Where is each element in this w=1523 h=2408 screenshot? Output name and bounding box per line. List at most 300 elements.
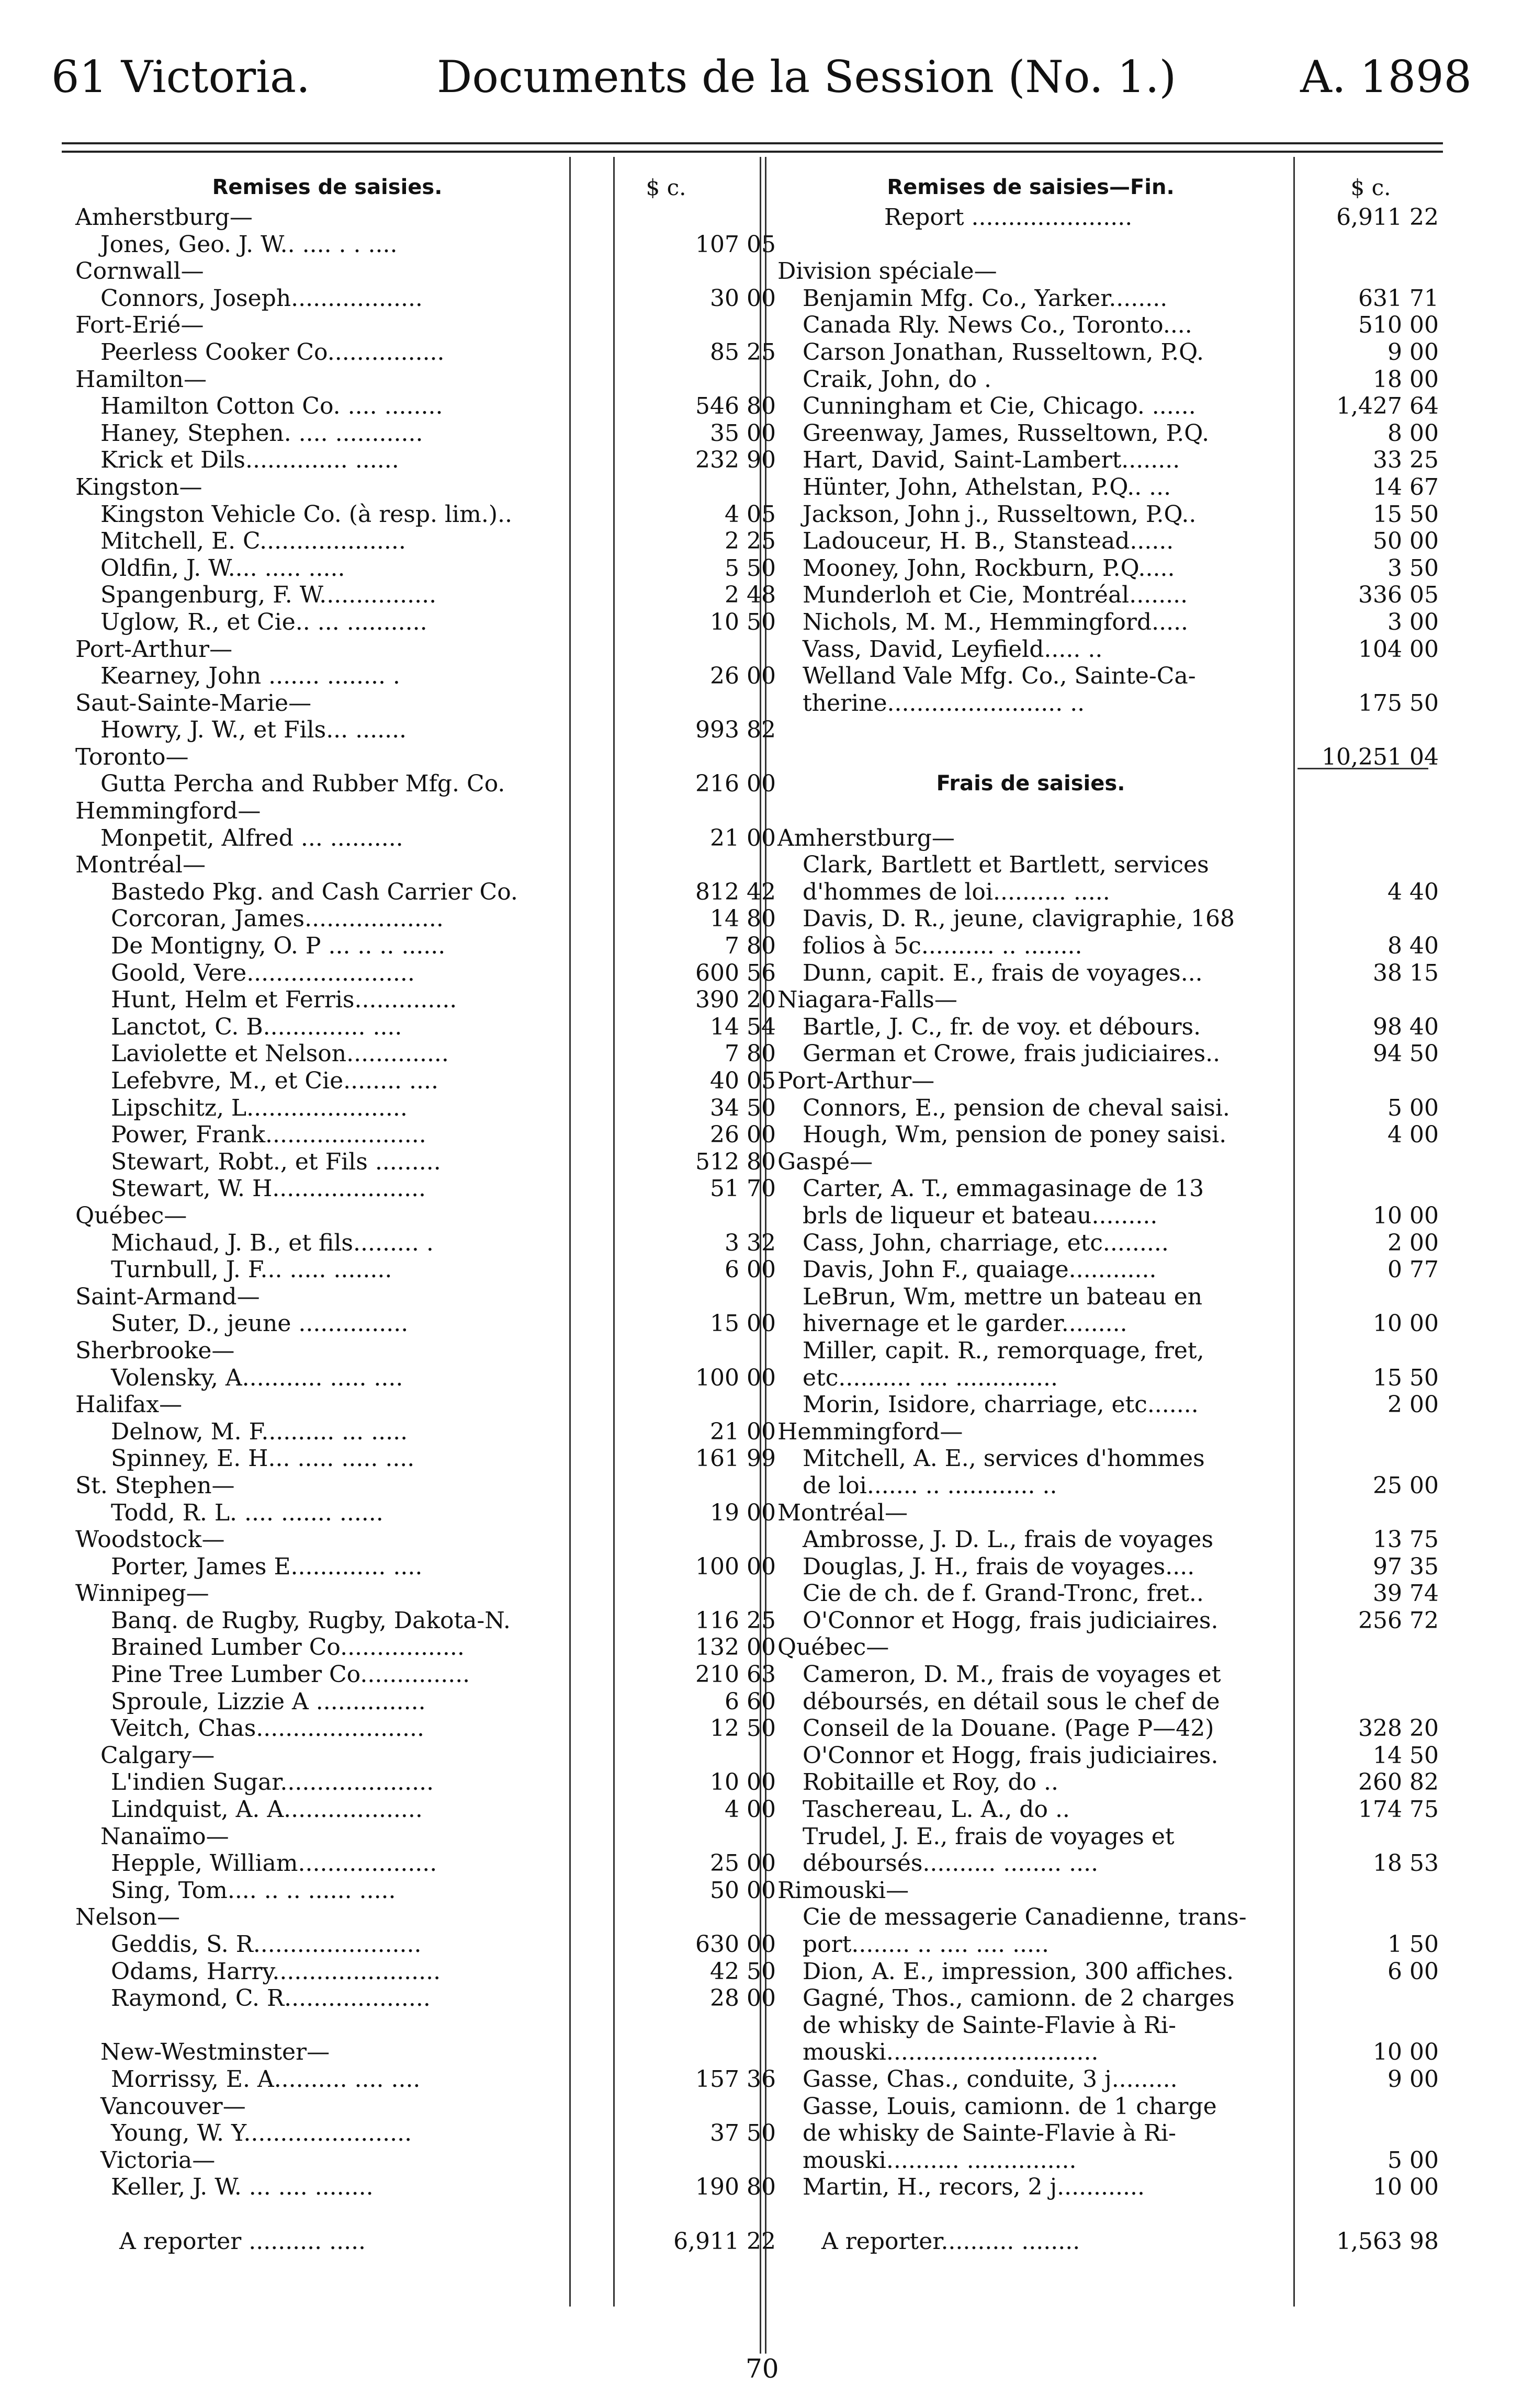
entry-name [769,744,1301,771]
entry-amount [596,366,786,393]
entry-name: Young, W. Y....................... [111,2120,412,2147]
entry-name: Port-Arthur— [75,635,233,663]
entry-name: O'Connor et Hogg, frais judiciaires. [803,1742,1219,1769]
entry-name [769,231,1301,258]
entry-amount: 8 40 [1387,933,1439,960]
entry-name: Niagara-Falls— [777,986,957,1014]
entry-amount: 2 00 [1387,1391,1439,1418]
entry-amount: 14 80 [710,905,776,933]
table-row [67,2228,786,2255]
table-row [769,2012,1449,2039]
entry-name: Spinney, E. H... ..... ..... .... [111,1445,415,1472]
table-row [67,2012,786,2039]
entry-amount: 600 56 [695,959,776,986]
table-row [67,1418,786,1446]
entry-amount: 25 00 [710,1850,776,1877]
entry-amount: 7 80 [725,1040,776,1067]
entry-amount [1326,1661,1449,1688]
entry-amount [1301,1500,1449,1527]
table-row [67,1337,786,1365]
entry-name: Victoria— [100,2146,216,2174]
table-row [769,1391,1449,1418]
entry-amount: 14 54 [710,1013,776,1040]
entry-amount: 8 00 [1387,419,1439,447]
table-row [769,1904,1449,1931]
entry-amount [596,1472,786,1500]
entry-amount [596,1391,786,1418]
table-row [769,2120,1449,2147]
table-row [67,1661,786,1688]
table-row [67,1500,786,1527]
entry-amount [596,798,786,825]
table-row [769,1553,1449,1581]
entry-name: Miller, capit. R., remorquage, fret, [803,1337,1204,1364]
table-row [67,960,786,987]
entry-amount: 40 05 [710,1067,776,1094]
table-row [769,339,1449,366]
entry-amount [1301,2201,1449,2228]
entry-amount: 25 00 [1373,1472,1439,1499]
entry-amount: 6 00 [1387,1958,1439,1985]
entry-name: Davis, D. R., jeune, clavigraphie, 168 [803,905,1235,933]
entry-amount: 26 00 [710,1121,776,1149]
table-row [67,798,786,825]
table-row [67,1256,786,1283]
table-row [67,1607,786,1634]
entry-amount [596,690,786,717]
entry-name: Sherbrooke— [75,1337,235,1364]
entry-name: Volensky, A........... ..... .... [111,1364,403,1391]
entry-amount [1326,1823,1449,1850]
entry-amount [1326,1445,1449,1472]
table-row [769,1337,1449,1365]
entry-amount: 4 00 [725,1796,776,1823]
entry-name: Howry, J. W., et Fils... ....... [100,717,407,744]
header-title: Documents de la Session (No. 1.) [437,51,1177,103]
entry-amount: 94 50 [1373,1040,1439,1067]
entry-amount: 132 00 [695,1634,776,1661]
table-row [769,2066,1449,2093]
entry-name: Bastedo Pkg. and Cash Carrier Co. [111,878,518,905]
table-row [67,2066,786,2093]
entry-name: Goold, Vere....................... [111,959,415,986]
table-row [769,2174,1449,2201]
table-row [769,1256,1449,1283]
left-column-rows [67,204,786,2255]
page-number: 70 [746,2354,779,2384]
table-row [67,609,786,636]
table-row [769,1769,1449,1796]
entry-amount: 546 80 [695,393,776,420]
entry-name: Rimouski— [777,1877,909,1904]
entry-name: Cornwall— [75,258,204,285]
table-row [769,1418,1449,1446]
table-row [67,717,786,744]
entry-amount: 157 36 [695,2065,776,2093]
entry-name: mouski.......... ............... [803,2146,1077,2174]
entry-amount: 10 00 [710,1769,776,1796]
table-row [67,582,786,609]
entry-name: Munderloh et Cie, Montréal........ [803,582,1188,609]
table-row [769,2147,1449,2174]
entry-name: Nelson— [75,1904,180,1931]
table-row [67,1230,786,1257]
entry-amount: 18 00 [1373,366,1439,393]
entry-name: Hemmingford— [75,798,261,825]
table-row [769,1607,1449,1634]
entry-amount: 260 82 [1358,1769,1439,1796]
entry-amount: 9 00 [1387,2065,1439,2093]
entry-name: Mooney, John, Rockburn, P.Q..... [803,554,1175,582]
table-row [769,420,1449,447]
table-row [67,1958,786,1985]
entry-amount: 2 25 [725,528,776,555]
table-row [67,879,786,906]
table-row [769,1365,1449,1392]
entry-amount [1326,1688,1449,1716]
table-row [769,1742,1449,1769]
entry-name [67,2012,596,2039]
entry-amount: 100 00 [695,1364,776,1391]
entry-name: Jones, Geo. J. W.. .... . . .... [100,231,398,258]
table-row [67,1067,786,1095]
entry-name: O'Connor et Hogg, frais judiciaires. [803,1607,1219,1634]
entry-amount: 15 50 [1373,501,1439,528]
entry-name: Hemmingford— [777,1418,963,1445]
entry-amount [1326,1985,1449,2012]
table-row [67,1149,786,1176]
entry-name: Cie de ch. de f. Grand-Tronc, fret.. [803,1580,1204,1607]
table-row [769,1850,1449,1877]
entry-name: Hepple, William................... [111,1850,437,1877]
table-row [769,1580,1449,1607]
entry-amount: 10 50 [710,608,776,635]
entry-name: Geddis, S. R....................... [111,1931,422,1958]
entry-amount: 0 77 [1387,1256,1439,1283]
table-row [769,1877,1449,1904]
table-row [67,474,786,501]
entry-amount: 256 72 [1358,1607,1439,1634]
entry-name: Dion, A. E., impression, 300 affiches. [803,1958,1234,1985]
entry-name: Trudel, J. E., frais de voyages et [803,1823,1175,1850]
entry-name: Martin, H., recors, 2 j............ [803,2174,1145,2201]
table-row [67,825,786,852]
table-row [769,582,1449,609]
table-row [769,528,1449,555]
entry-name: Winnipeg— [75,1580,209,1607]
entry-name: L'indien Sugar..................... [111,1769,434,1796]
entry-amount [596,1202,786,1230]
entry-name: Taschereau, L. A., do .. [803,1796,1070,1823]
entry-name: Cass, John, charriage, etc......... [803,1229,1169,1256]
table-row [67,744,786,771]
entry-name: Amherstburg— [75,204,253,231]
entry-amount [596,2201,786,2228]
entry-name: Pine Tree Lumber Co............... [111,1661,470,1688]
entry-amount: 4 40 [1387,878,1439,905]
entry-amount: 100 00 [695,1553,776,1580]
entry-name: Amherstburg— [777,824,955,851]
table-row [769,231,1449,258]
table-row [769,2039,1449,2066]
entry-amount: 37 50 [710,2120,776,2147]
top-rule [62,142,1443,144]
entry-name: Stewart, W. H..................... [111,1175,426,1202]
entry-name: mouski............................. [803,2039,1099,2066]
table-row [67,312,786,339]
entry-amount: 85 25 [710,338,776,366]
entry-name: Hough, Wm, pension de poney saisi. [803,1121,1227,1149]
table-row [67,2039,786,2066]
table-row [769,905,1449,933]
entry-amount [1326,663,1449,690]
table-row [67,447,786,474]
entry-amount: 1,427 64 [1336,393,1439,420]
entry-name: Michaud, J. B., et fils......... . [111,1229,434,1256]
table-row [769,798,1449,825]
entry-amount [596,1580,786,1607]
entry-name: Peerless Cooker Co................ [100,338,445,366]
section-heading: Frais de saisies. [936,771,1125,796]
entry-name: Gutta Percha and Rubber Mfg. Co. [100,770,505,798]
entry-amount: 10,251 04 [1322,743,1439,770]
entry-amount [621,2039,786,2066]
entry-amount: 5 00 [1387,2146,1439,2174]
table-row [769,555,1449,582]
entry-name: New-Westminster— [100,2039,330,2066]
table-row [67,636,786,663]
entry-amount: 34 50 [710,1094,776,1121]
table-row [67,2201,786,2228]
entry-name: Nanaïmo— [100,1823,229,1850]
entry-name: Hünter, John, Athelstan, P.Q.. ... [803,473,1171,501]
entry-name: A reporter .......... ..... [119,2228,366,2255]
entry-amount: 18 53 [1373,1850,1439,1877]
entry-amount: 21 00 [710,824,776,851]
entry-name [769,798,1301,825]
table-row [67,1769,786,1796]
table-row [769,258,1449,285]
entry-name: déboursés.......... ........ .... [803,1850,1099,1877]
header-session: 61 Victoria. [51,51,310,103]
entry-amount [621,1823,786,1850]
entry-name: Carson Jonathan, Russeltown, P.Q. [803,338,1204,366]
entry-name: Toronto— [75,743,189,770]
entry-name: Vass, David, Leyfield..... .. [803,635,1103,663]
entry-amount [1301,1067,1449,1095]
entry-name: Report ...................... [884,204,1133,231]
table-row [769,744,1449,771]
entry-name: Montréal— [75,851,206,879]
entry-amount: 7 80 [725,933,776,960]
entry-amount [596,204,786,231]
entry-amount [1326,1904,1449,1931]
entry-name: Craik, John, do . [803,366,992,393]
table-row [67,1715,786,1742]
entry-name: hivernage et le garder......... [803,1310,1127,1337]
table-row [67,663,786,690]
table-row [67,1850,786,1877]
table-row [67,690,786,717]
entry-name: folios à 5c.......... .. ........ [803,933,1082,960]
table-row [769,1715,1449,1742]
entry-amount [1326,1337,1449,1365]
entry-amount [1301,825,1449,852]
entry-amount: 39 74 [1373,1580,1439,1607]
table-row [769,1040,1449,1067]
table-row [769,851,1449,879]
entry-name: Division spéciale— [777,258,997,285]
entry-name: Oldfin, J. W.... ..... ..... [100,554,345,582]
entry-name: Connors, E., pension de cheval saisi. [803,1094,1230,1121]
right-column-heading-row [769,171,1449,204]
currency-header: $ c. [1350,174,1391,200]
table-row [67,1391,786,1418]
entry-name: Gasse, Chas., conduite, 3 j......... [803,2065,1178,2093]
entry-name: Hart, David, Saint-Lambert........ [803,447,1180,474]
entry-name: Delnow, M. F.......... ... ..... [111,1418,408,1445]
table-row [67,851,786,879]
table-row [769,825,1449,852]
entry-name: Laviolette et Nelson.............. [111,1040,449,1067]
entry-name: Hamilton— [75,366,207,393]
table-row [769,447,1449,474]
table-row [67,1985,786,2012]
entry-name: port........ .. .... .... ..... [803,1931,1050,1958]
table-row [769,1283,1449,1311]
right-column-rows [769,204,1449,2255]
header-year: A. 1898 [1300,51,1472,103]
entry-name: Québec— [777,1634,889,1661]
table-row [769,501,1449,528]
entry-amount [596,258,786,285]
entry-name: Brained Lumber Co................. [111,1634,465,1661]
entry-name [769,2201,1301,2228]
entry-name: Canada Rly. News Co., Toronto.... [803,312,1192,339]
entry-name: Davis, John F., quaiage............ [803,1256,1157,1283]
entry-amount: 98 40 [1373,1013,1439,1040]
entry-amount [596,1526,786,1553]
entry-amount [1326,905,1449,933]
entry-amount [1301,798,1449,825]
entry-amount [596,1283,786,1311]
entry-name: Morin, Isidore, charriage, etc....... [803,1391,1199,1418]
table-row [769,933,1449,960]
entry-amount: 2 00 [1387,1229,1439,1256]
entry-amount: 3 00 [1387,608,1439,635]
table-row [769,1121,1449,1149]
table-row [67,770,786,798]
table-row [67,1283,786,1311]
table-row [67,905,786,933]
right-column [769,171,1449,2255]
entry-name: Port-Arthur— [777,1067,935,1094]
entry-name: Banq. de Rugby, Rugby, Dakota-N. [111,1607,511,1634]
table-row [769,1985,1449,2012]
entry-name: Montréal— [777,1499,908,1526]
entry-amount [1326,1283,1449,1311]
entry-name: Calgary— [100,1742,215,1769]
entry-amount: 107 05 [695,231,776,258]
table-row [67,986,786,1014]
table-row [67,1040,786,1067]
entry-amount [1301,258,1449,285]
table-row [769,1067,1449,1095]
entry-amount: 28 00 [710,1985,776,2012]
table-row [67,231,786,258]
entry-name: Ambrosse, J. D. L., frais de voyages [803,1526,1214,1553]
table-row [67,2120,786,2147]
entry-amount [1292,770,1449,798]
entry-name: Veitch, Chas....................... [111,1715,424,1742]
entry-amount [596,474,786,501]
left-column-heading-row [67,171,786,204]
entry-amount [1301,1149,1449,1176]
entry-amount: 175 50 [1358,689,1439,717]
entry-amount [1326,2093,1449,2120]
entry-amount: 50 00 [1373,528,1439,555]
entry-name: Cie de messagerie Canadienne, trans- [803,1904,1247,1931]
entry-name: Keller, J. W. ... .... ........ [111,2174,374,2201]
table-row [769,1823,1449,1850]
table-row [67,2093,786,2120]
entry-amount: 993 82 [695,717,776,744]
table-row [769,960,1449,987]
entry-name: Benjamin Mfg. Co., Yarker........ [803,285,1168,312]
entry-name: Bartle, J. C., fr. de voy. et débours. [803,1013,1201,1040]
entry-name: Raymond, C. R.................... [111,1985,431,2012]
table-row [67,1445,786,1472]
table-row [67,1526,786,1553]
entry-name: Uglow, R., et Cie.. ... ........... [100,608,427,635]
table-row [769,312,1449,339]
entry-name: Halifax— [75,1391,183,1418]
entry-name: Krick et Dils.............. ...... [100,447,399,474]
entry-name: Gasse, Louis, camionn. de 1 charge [803,2093,1217,2120]
entry-amount [621,2093,786,2120]
entry-amount: 232 90 [695,447,776,474]
table-row [67,528,786,555]
entry-name: Saut-Sainte-Marie— [75,689,312,717]
entry-name: brls de liqueur et bateau......... [803,1202,1158,1229]
entry-name: Todd, R. L. .... ....... ...... [111,1499,383,1526]
table-row [769,879,1449,906]
entry-name: Québec— [75,1202,187,1229]
table-row [769,1500,1449,1527]
entry-amount: 10 00 [1373,1202,1439,1229]
entry-amount: 631 71 [1358,285,1439,312]
table-row [67,1175,786,1202]
entry-name: Sproule, Lizzie A ............... [111,1688,426,1715]
entry-amount [596,1904,786,1931]
entry-amount: 5 00 [1387,1094,1439,1121]
table-row [769,366,1449,393]
entry-name: Mitchell, E. C.................... [100,528,406,555]
entry-name: de whisky de Sainte-Flavie à Ri- [803,2120,1176,2147]
table-row [769,1202,1449,1230]
table-row [769,636,1449,663]
entry-name: déboursés, en détail sous le chef de [803,1688,1220,1715]
entry-name: Hunt, Helm et Ferris.............. [111,986,457,1014]
entry-amount [1301,986,1449,1014]
table-row [769,1472,1449,1500]
table-row [769,1230,1449,1257]
entry-amount: 10 00 [1373,2039,1439,2066]
entry-amount: 190 80 [695,2174,776,2201]
table-row [769,204,1449,231]
entry-name: Lipschitz, L...................... [111,1094,408,1121]
table-row [67,1877,786,1904]
